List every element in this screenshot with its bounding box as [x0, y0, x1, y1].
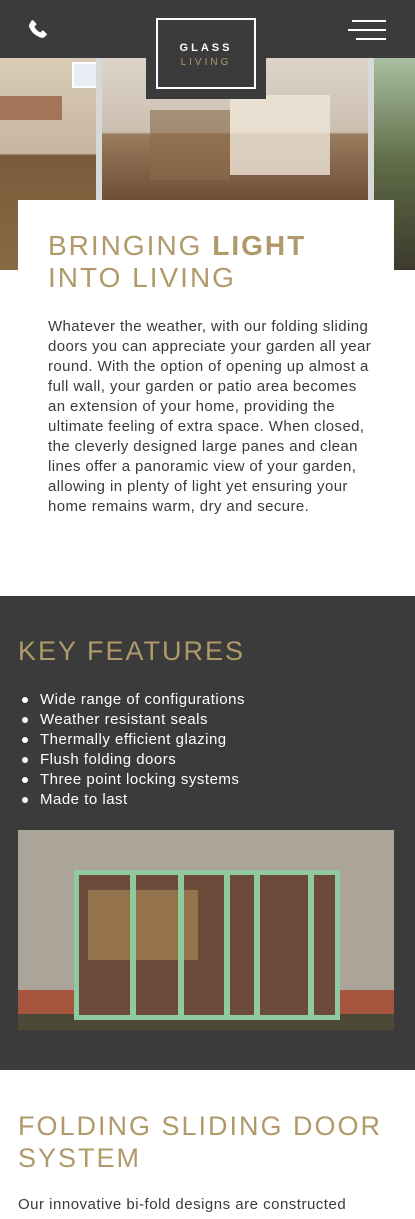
menu-line: [356, 38, 386, 40]
key-features-section: [0, 596, 415, 1070]
feature-item: Flush folding doors: [22, 750, 245, 770]
intro-section: [18, 200, 394, 576]
photo-door-pane: [130, 870, 136, 1020]
feature-item: Wide range of configurations: [22, 690, 245, 710]
intro-heading-part1: BRINGING: [48, 230, 213, 261]
hero-interior-shelf: [150, 110, 230, 180]
feature-item: Made to last: [22, 790, 245, 810]
feature-item: Thermally efficient glazing: [22, 730, 245, 750]
hero-interior-light: [230, 95, 330, 175]
logo-living-text: LIVING: [180, 57, 232, 68]
photo-door-pane: [224, 870, 230, 1020]
key-features-heading: KEY FEATURES: [18, 636, 246, 666]
logo-glass-text: GLASS: [179, 42, 233, 54]
system-paragraph: Our innovative bi-fold designs are constructed: [18, 1196, 347, 1213]
photo-door-pane: [254, 870, 260, 1020]
phone-icon[interactable]: [25, 18, 49, 42]
features-list: [22, 690, 245, 810]
photo-door-pane: [178, 870, 184, 1020]
folding-system-section: [0, 1070, 415, 1219]
feature-item: Three point locking systems: [22, 770, 245, 790]
logo-link[interactable]: [146, 8, 266, 99]
hero-roof: [0, 96, 62, 120]
folding-door-photo: [18, 830, 394, 1030]
intro-paragraph: Whatever the weather, with our folding sliding doors you can appreciate your garden all year round. With the option of opening up almost a full wall, your garden or patio area becomes an extension of your home, providing the ultimate feeling of extra space. When closed, the cleverly designed large panes and clean lines offer a panoramic view of your garden, allowing in plenty of light yet ensuring your home remains warm, dry and secure.: [48, 318, 372, 515]
intro-heading-bold: LIGHT: [212, 230, 307, 261]
menu-line: [352, 20, 386, 22]
hero-window: [72, 62, 98, 88]
system-heading: FOLDING SLIDING DOOR SYSTEM: [18, 1111, 383, 1173]
hamburger-menu-icon[interactable]: [348, 18, 386, 42]
intro-heading-part2: INTO LIVING: [48, 262, 236, 293]
logo: [156, 18, 256, 89]
menu-line: [348, 29, 386, 31]
feature-item: Weather resistant seals: [22, 710, 245, 730]
photo-door-pane: [308, 870, 314, 1020]
intro-heading: [48, 230, 378, 294]
